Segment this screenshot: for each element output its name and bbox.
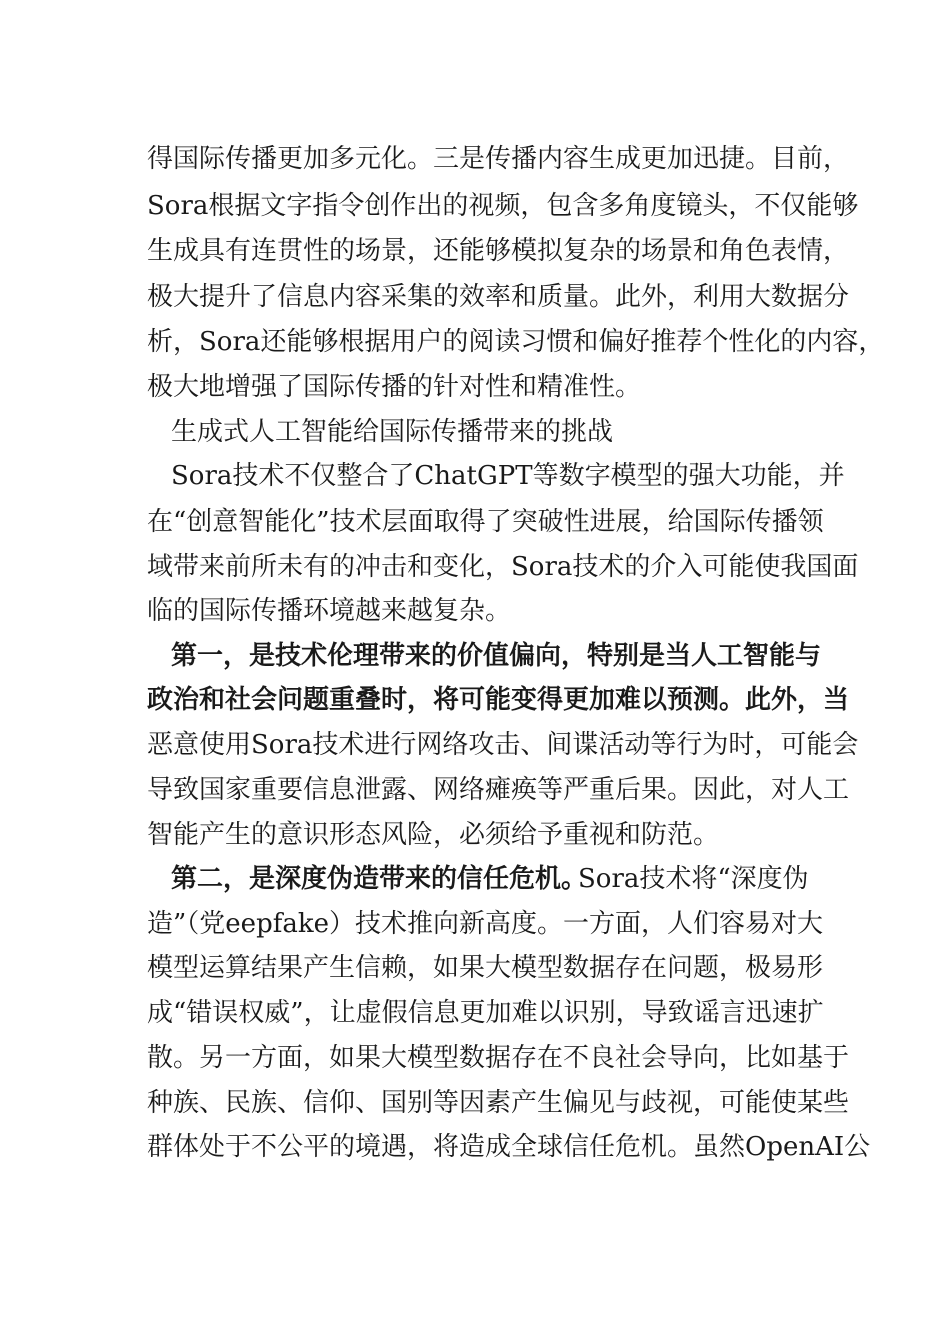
text-line-18: 种族、民族、信仰、国别等因素产生偏见与歧视，可能使某些	[147, 1088, 850, 1118]
text-line-12: 导致国家重要信息泄露、网络瘫痪等严重后果。因此，对人工	[147, 775, 850, 805]
text-line-11: 恶意使用Sora技术进行网络攻击、间谍活动等行为时，可能会	[147, 730, 859, 760]
text-line-17: 散。另一方面，如果大模型数据存在不良社会导向，比如基于	[147, 1043, 850, 1073]
text-line-19: 群体处于不公平的境遇，将造成全球信任危机。虽然OpenAI公	[147, 1132, 871, 1162]
text-line-16: 成“错误权威”，让虚假信息更加难以识别，导致谣言迅速扩	[147, 998, 824, 1028]
text-line-10: 临的国际传播环境越来越复杂。	[147, 596, 512, 626]
point-one-line-2: 政治和社会问题重叠时，将可能变得更加难以预测。此外，当	[147, 685, 850, 715]
text-line-1: 得国际传播更加多元化。三是传播内容生成更加迅捷。目前，	[147, 144, 850, 174]
text-line-14: 造”（党eepfake）技术推向新高度。一方面，人们容易对大	[147, 909, 823, 939]
text-line-6: 极大地增强了国际传播的针对性和精准性。	[147, 372, 642, 402]
point-one-line-1: 第一，是技术伦理带来的价值偏向，特别是当人工智能与	[171, 641, 822, 671]
text-line-7: Sora技术不仅整合了ChatGPT等数字模型的强大功能，并	[171, 461, 845, 491]
text-line-3: 生成具有连贯性的场景，还能够模拟复杂的场景和角色表情，	[147, 236, 850, 266]
point-two-text: Sora技术将“深度伪	[578, 864, 809, 894]
section-heading: 生成式人工智能给国际传播带来的挑战	[171, 417, 614, 447]
text-line-15: 模型运算结果产生信赖，如果大模型数据存在问题，极易形	[147, 953, 824, 983]
point-two-heading: 第二，是深度伪造带来的信任危机。	[171, 864, 588, 894]
text-line-13: 智能产生的意识形态风险，必须给予重视和防范。	[147, 820, 720, 850]
text-line-9: 域带来前所未有的冲击和变化，Sora技术的介入可能使我国面	[147, 552, 859, 582]
text-line-4: 极大提升了信息内容采集的效率和质量。此外，利用大数据分	[147, 282, 850, 312]
text-line-5: 析，Sora还能够根据用户的阅读习惯和偏好推荐个性化的内容，	[147, 327, 885, 357]
text-line-8: 在“创意智能化”技术层面取得了突破性进展，给国际传播领	[147, 507, 824, 537]
text-line-2: Sora根据文字指令创作出的视频，包含多角度镜头，不仅能够	[147, 191, 859, 221]
